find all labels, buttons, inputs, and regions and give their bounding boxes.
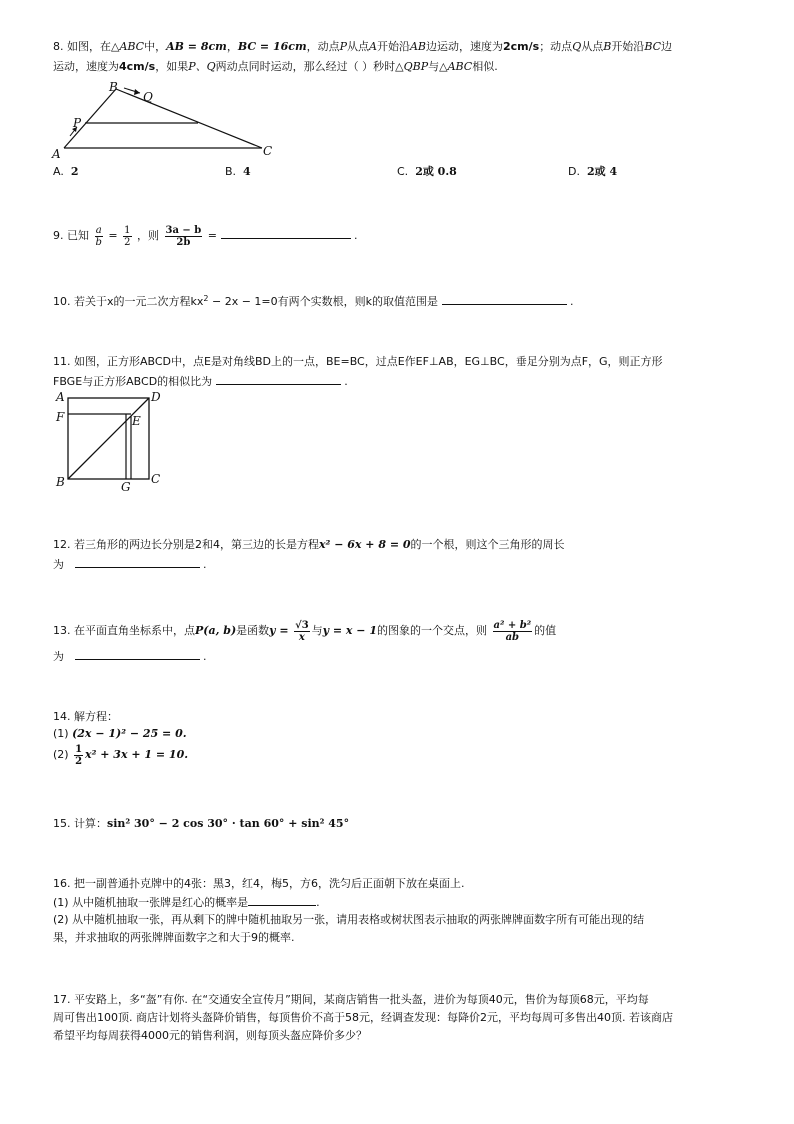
q12-line1 — [53, 538, 565, 552]
q9-text: . — [354, 229, 358, 242]
q9-answer-blank[interactable] — [221, 228, 351, 239]
q14-part1 — [53, 727, 187, 741]
fig-label-d: D — [151, 390, 161, 404]
q8-text: 8. 如图，在△ — [53, 40, 120, 53]
q8-math: BC = 16cm — [237, 40, 307, 53]
q13-fraction-expression — [493, 620, 533, 643]
q14-part2 — [53, 742, 188, 768]
q13-math: y = x − 1 — [322, 624, 378, 637]
q17-line1 — [53, 993, 649, 1007]
q9-equals: = — [108, 229, 118, 242]
q11-answer-blank[interactable] — [216, 374, 341, 385]
q16-line1 — [53, 877, 464, 891]
option-key: D. — [568, 165, 580, 178]
option-key: B. — [225, 165, 237, 178]
option-value: 4 — [243, 165, 251, 178]
q14-title — [53, 710, 118, 724]
q8-option-c — [397, 165, 457, 179]
q8-text: 从点 — [581, 40, 604, 53]
q13-text: . — [203, 650, 207, 663]
q13-text: 的图象的一个交点，则 — [377, 624, 488, 637]
q8-text: 边 — [661, 40, 673, 53]
q10-text: . — [570, 295, 574, 308]
q14-equation: (2x − 1)² − 25 = 0. — [72, 727, 187, 740]
fig-label-g: G — [121, 480, 131, 494]
q13-text: 是函数 — [236, 624, 270, 637]
denominator: x — [298, 631, 305, 643]
q8-math: AB = 8cm — [166, 40, 227, 53]
numerator: 1 — [124, 224, 131, 236]
q9-line — [53, 222, 358, 250]
q12-text: 12. 若三角形的两边长分别是2和4，第三边的长是方程 — [53, 538, 319, 551]
q10-line — [53, 294, 574, 309]
fig-label-q: Q — [143, 90, 153, 104]
q8-option-a — [53, 165, 78, 179]
q9-text: ，则 — [137, 229, 159, 242]
q12-text: 的一个根，则这个三角形的周长 — [410, 538, 565, 551]
denominator: b — [95, 236, 102, 248]
q17-line2 — [53, 1011, 673, 1025]
q16-line2 — [53, 895, 320, 910]
q8-text: ；动点 — [539, 40, 573, 53]
q17-text: 希望平均每周获得4000元的销售利润，则每顶头盔应降价多少？ — [53, 1029, 367, 1042]
q8-text: ， — [226, 40, 238, 53]
q8-text: 两动点同时运动，那么经过（ ）秒时△ — [215, 60, 404, 73]
numerator: 1 — [75, 743, 83, 755]
q8-option-b — [225, 165, 251, 179]
q13-math: P(a, b) — [195, 624, 237, 637]
q8-math: ABC — [119, 40, 145, 53]
q16-text: . — [316, 896, 320, 909]
q8-text: ，动点 — [306, 40, 340, 53]
q8-line1 — [53, 40, 672, 54]
q10-text: − 2x − 1=0有两个实数根，则k的取值范围是 — [208, 295, 438, 308]
q15-text: 15. 计算： — [53, 817, 107, 830]
option-key: A. — [53, 165, 64, 178]
q8-triangle-figure — [50, 80, 280, 162]
fig-label-a: A — [52, 147, 61, 161]
q8-math: AB — [409, 40, 426, 53]
q15-expression: sin² 30° − 2 cos 30° · tan 60° + sin² 45° — [107, 817, 350, 830]
q8-math: 4cm/s — [119, 60, 156, 73]
q12-answer-blank[interactable] — [75, 557, 200, 568]
q8-text: 边运动，速度为 — [425, 40, 503, 53]
q16-answer-blank[interactable] — [248, 895, 316, 906]
fig-label-c: C — [263, 144, 273, 158]
q17-line3 — [53, 1029, 367, 1043]
fig-label-a: A — [56, 390, 65, 404]
q8-math: QBP — [403, 60, 429, 73]
q8-text: ，如果 — [155, 60, 189, 73]
q16-line4 — [53, 931, 295, 945]
q11-text: FBGE与正方形ABCD的相似比为 — [53, 375, 213, 388]
q13-line1 — [53, 616, 556, 646]
q8-line2 — [53, 60, 498, 74]
fig-label-f: F — [56, 410, 65, 424]
q9-fraction-expression — [165, 225, 203, 248]
q15-line — [53, 817, 349, 831]
numerator: 3a − b — [165, 224, 202, 236]
numerator: a² + b² — [493, 619, 532, 631]
q13-text: 13. 在平面直角坐标系中，点 — [53, 624, 195, 637]
fig-label-p: P — [73, 116, 82, 130]
q8-math: Q — [572, 40, 582, 53]
q16-text: 16. 把一副普通扑克牌中的4张：黑3，红4，梅5，方6，洗匀后正面朝下放在桌面上. — [53, 877, 465, 890]
denominator: ab — [505, 631, 520, 643]
q12-text: 为 — [53, 558, 64, 571]
q14-equation: x² + 3x + 1 = 10. — [85, 748, 189, 761]
q9-equals: = — [207, 229, 217, 242]
q16-text: 果，并求抽取的两张牌牌面数字之和大于9的概率. — [53, 931, 295, 944]
fig-label-b: B — [56, 475, 65, 489]
fig-label-b: B — [109, 80, 118, 94]
denominator: 2 — [75, 755, 83, 767]
q8-math: P — [339, 40, 347, 53]
numerator: a — [95, 224, 102, 236]
q11-text: 11. 如图，正方形ABCD中，点E是对角线BD上的一点，BE=BC，过点E作EF⊥AB，EG⊥BC，垂足分别为点F，G，则正方形 — [53, 355, 663, 368]
option-value: 2或 0.8 — [415, 165, 457, 178]
q13-text: 与 — [311, 624, 323, 637]
q16-text: (1) 从中随机抽取一张牌是红心的概率是 — [53, 896, 249, 909]
q9-text: 9. 已知 — [53, 229, 89, 242]
q17-text: 周可售出100顶. 商店计划将头盔降价销售，每顶售价不高于58元，经调查发现：每降价2元，平均每周可多售出40顶. 若该商店 — [53, 1011, 673, 1024]
option-key: C. — [397, 165, 409, 178]
fig-label-e: E — [132, 414, 141, 428]
q8-text: 与△ — [428, 60, 448, 73]
q13-fraction-sqrt3-x — [294, 620, 310, 643]
q9-fraction-one-half — [123, 225, 131, 248]
q16-line3 — [53, 913, 644, 927]
q8-math: BC — [644, 40, 662, 53]
q8-math: A — [369, 40, 377, 53]
q10-superscript: 2 — [203, 294, 209, 303]
denominator: 2 — [124, 236, 131, 248]
q12-line2 — [53, 557, 207, 572]
q8-math: P、Q — [188, 60, 216, 73]
q8-option-d — [568, 165, 617, 179]
q8-text: 相似. — [472, 60, 498, 73]
q8-math: ABC — [447, 60, 473, 73]
q13-text: 为 — [53, 650, 64, 663]
denominator: 2b — [176, 236, 191, 248]
option-value: 2或 4 — [586, 165, 618, 178]
q11-line1 — [53, 355, 663, 369]
q8-text: 中， — [144, 40, 167, 53]
q8-text: 开始沿 — [376, 40, 410, 53]
q14-part-label: (2) — [53, 748, 73, 761]
q13-answer-blank[interactable] — [75, 649, 200, 660]
q13-math: y = — [269, 624, 289, 637]
q12-text: . — [203, 558, 207, 571]
q12-equation: x² − 6x + 8 = 0 — [319, 538, 411, 551]
q13-text: 的值 — [534, 624, 557, 637]
q14-fraction-one-half — [74, 744, 83, 767]
q14-part-label: (1) — [53, 727, 73, 740]
q10-text: 10. 若关于x的一元二次方程kx — [53, 295, 204, 308]
q13-line2 — [53, 649, 207, 664]
q16-text: (2) 从中随机抽取一张，再从剩下的牌中随机抽取另一张，请用表格或树状图表示抽取的两张牌牌面数字所有可能出现的结 — [53, 913, 645, 926]
q17-text: 17. 平安路上，多“盔”有你. 在“交通安全宣传月”期间，某商店销售一批头盔，进价为每顶40元，售价为每顶68元，平均每 — [53, 993, 649, 1006]
q8-text: 运动，速度为 — [53, 60, 119, 73]
q8-math: B — [603, 40, 612, 53]
q8-text: 开始沿 — [611, 40, 645, 53]
q14-text: 14. 解方程： — [53, 710, 118, 723]
option-value: 2 — [70, 165, 79, 178]
q11-square-figure — [50, 385, 180, 495]
q10-answer-blank[interactable] — [442, 294, 567, 305]
fig-label-c: C — [151, 472, 161, 486]
q8-text: 从点 — [347, 40, 369, 53]
q9-fraction-a-b — [95, 225, 103, 248]
q8-math: 2cm/s — [502, 40, 540, 53]
numerator: √3 — [295, 619, 309, 631]
q11-text: . — [344, 375, 348, 388]
